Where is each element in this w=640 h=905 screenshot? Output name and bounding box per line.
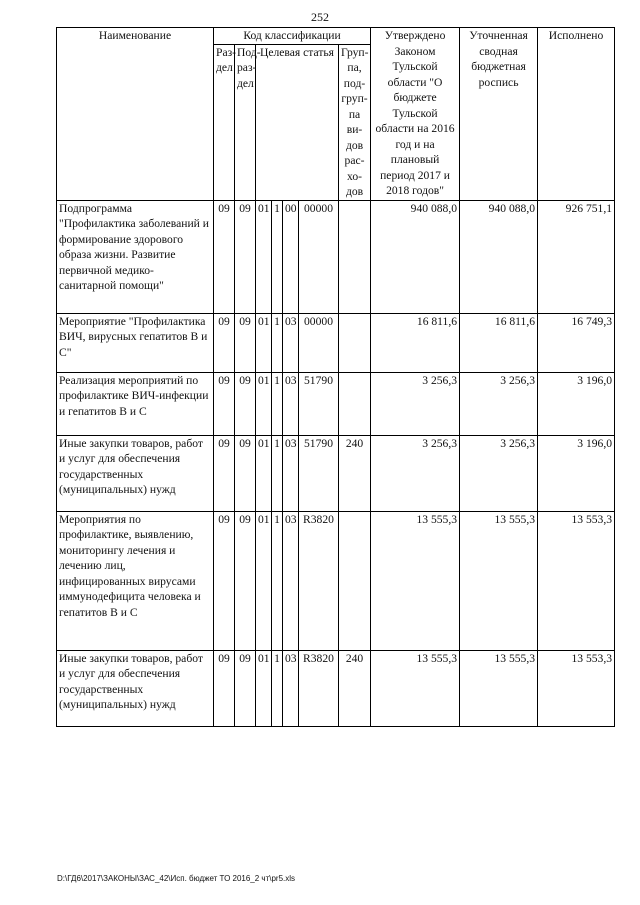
row-target-part-3: 03 bbox=[283, 650, 299, 726]
row-executed: 926 751,1 bbox=[538, 200, 615, 313]
row-target-part-3: 03 bbox=[283, 372, 299, 435]
row-subsection: 09 bbox=[235, 511, 256, 650]
row-section: 09 bbox=[214, 650, 235, 726]
row-target-part-1: 01 bbox=[256, 650, 272, 726]
budget-table bbox=[56, 27, 615, 727]
row-executed: 3 196,0 bbox=[538, 372, 615, 435]
row-target-part-3: 03 bbox=[283, 435, 299, 511]
row-target-part-3: 00 bbox=[283, 200, 299, 313]
row-target-part-1: 01 bbox=[256, 313, 272, 372]
row-target-part-1: 01 bbox=[256, 511, 272, 650]
table-row bbox=[57, 435, 615, 511]
row-target-part-4: 51790 bbox=[299, 435, 339, 511]
row-target-part-2: 1 bbox=[272, 435, 283, 511]
row-target-part-1: 01 bbox=[256, 200, 272, 313]
header-executed: Исполнено bbox=[538, 28, 615, 201]
row-target-part-3: 03 bbox=[283, 313, 299, 372]
row-group: 240 bbox=[339, 650, 371, 726]
row-subsection: 09 bbox=[235, 313, 256, 372]
header-target-article: Целевая статья bbox=[256, 44, 339, 200]
row-approved: 3 256,3 bbox=[371, 435, 460, 511]
row-name: Мероприятие "Профилактика ВИЧ, вирусных гепатитов В и С" bbox=[57, 313, 214, 372]
row-subsection: 09 bbox=[235, 372, 256, 435]
row-executed: 13 553,3 bbox=[538, 650, 615, 726]
row-group bbox=[339, 511, 371, 650]
header-name: Наименование bbox=[57, 28, 214, 201]
row-section: 09 bbox=[214, 200, 235, 313]
row-approved: 16 811,6 bbox=[371, 313, 460, 372]
row-target-part-2: 1 bbox=[272, 650, 283, 726]
header-code-classification: Код классификации bbox=[214, 28, 371, 45]
row-target-part-4: R3820 bbox=[299, 511, 339, 650]
header-row-1 bbox=[57, 28, 615, 45]
row-section: 09 bbox=[214, 313, 235, 372]
row-target-part-4: R3820 bbox=[299, 650, 339, 726]
row-target-part-2: 1 bbox=[272, 200, 283, 313]
row-executed: 3 196,0 bbox=[538, 435, 615, 511]
table-row bbox=[57, 511, 615, 650]
row-target-part-4: 00000 bbox=[299, 200, 339, 313]
row-section: 09 bbox=[214, 435, 235, 511]
row-subsection: 09 bbox=[235, 435, 256, 511]
header-refined: Уточненная сводная бюджетная роспись bbox=[460, 28, 538, 201]
row-refined: 13 555,3 bbox=[460, 650, 538, 726]
row-target-part-2: 1 bbox=[272, 372, 283, 435]
row-refined: 940 088,0 bbox=[460, 200, 538, 313]
row-name: Мероприятия по профилактике, выявлению, мониторингу лечения и лечению лиц, инфицированных вирусами иммунодефицита человека и гепатитов В и С bbox=[57, 511, 214, 650]
row-subsection: 09 bbox=[235, 650, 256, 726]
header-subsection: Под-раз-дел bbox=[235, 44, 256, 200]
table-row bbox=[57, 650, 615, 726]
row-target-part-4: 00000 bbox=[299, 313, 339, 372]
row-section: 09 bbox=[214, 511, 235, 650]
header-approved: Утверждено Законом Тульской области "О бюджете Тульской области на 2016 год и на плановый период 2017 и 2018 годов" bbox=[371, 28, 460, 201]
row-target-part-1: 01 bbox=[256, 435, 272, 511]
row-name: Подпрограмма "Профилактика заболеваний и формирование здорового образа жизни. Развитие первичной медико-санитарной помощи" bbox=[57, 200, 214, 313]
row-group: 240 bbox=[339, 435, 371, 511]
header-section: Раз-дел bbox=[214, 44, 235, 200]
footer-file-path: D:\ГД6\2017\ЗАКОНЫ\ЗАС_42\Исп. бюджет ТО 2016_2 чт\pr5.xls bbox=[57, 874, 296, 883]
row-target-part-3: 03 bbox=[283, 511, 299, 650]
row-target-part-1: 01 bbox=[256, 372, 272, 435]
row-group bbox=[339, 200, 371, 313]
table-row bbox=[57, 313, 615, 372]
row-target-part-2: 1 bbox=[272, 313, 283, 372]
row-group bbox=[339, 313, 371, 372]
row-group bbox=[339, 372, 371, 435]
row-refined: 3 256,3 bbox=[460, 435, 538, 511]
header-group: Груп-па, под-груп-па ви-дов рас-хо-дов bbox=[339, 44, 371, 200]
row-target-part-2: 1 bbox=[272, 511, 283, 650]
page-number: 252 bbox=[311, 10, 329, 24]
table-row bbox=[57, 200, 615, 313]
row-refined: 16 811,6 bbox=[460, 313, 538, 372]
row-executed: 16 749,3 bbox=[538, 313, 615, 372]
row-section: 09 bbox=[214, 372, 235, 435]
row-subsection: 09 bbox=[235, 200, 256, 313]
table-row bbox=[57, 372, 615, 435]
row-executed: 13 553,3 bbox=[538, 511, 615, 650]
row-approved: 13 555,3 bbox=[371, 650, 460, 726]
row-approved: 3 256,3 bbox=[371, 372, 460, 435]
row-refined: 13 555,3 bbox=[460, 511, 538, 650]
row-approved: 13 555,3 bbox=[371, 511, 460, 650]
row-name: Реализация мероприятий по профилактике ВИЧ-инфекции и гепатитов В и С bbox=[57, 372, 214, 435]
row-name: Иные закупки товаров, работ и услуг для обеспечения государственных (муниципальных) нужд bbox=[57, 435, 214, 511]
row-refined: 3 256,3 bbox=[460, 372, 538, 435]
row-name: Иные закупки товаров, работ и услуг для обеспечения государственных (муниципальных) нужд bbox=[57, 650, 214, 726]
row-target-part-4: 51790 bbox=[299, 372, 339, 435]
row-approved: 940 088,0 bbox=[371, 200, 460, 313]
